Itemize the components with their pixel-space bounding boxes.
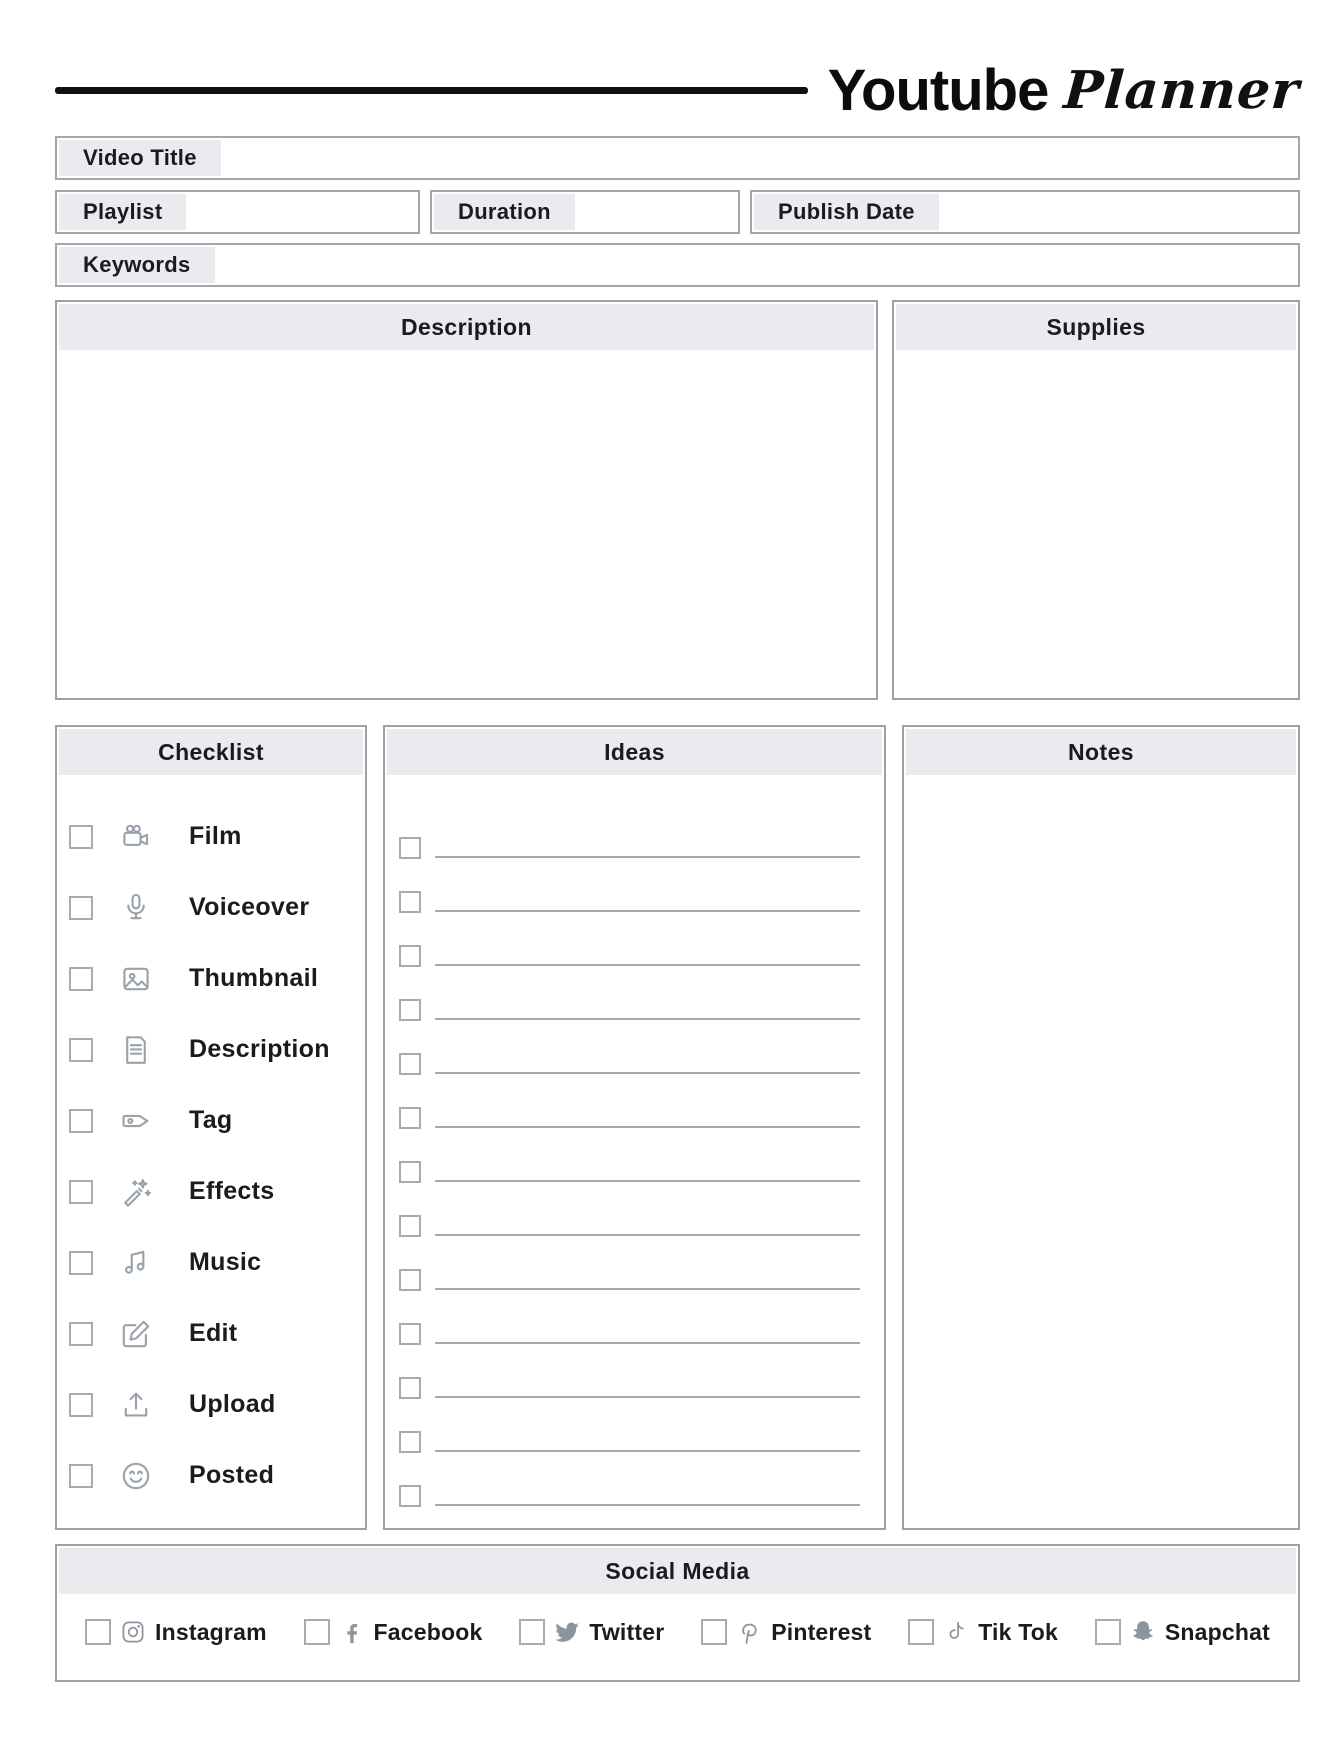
- social-checkbox[interactable]: [519, 1619, 545, 1645]
- checklist-item: [57, 801, 365, 872]
- social-item-label: Instagram: [155, 1618, 267, 1645]
- idea-checkbox[interactable]: [399, 1323, 421, 1345]
- idea-checkbox[interactable]: [399, 1161, 421, 1183]
- idea-write-line[interactable]: [435, 1396, 860, 1398]
- checklist-checkbox[interactable]: [69, 1038, 93, 1062]
- idea-checkbox[interactable]: [399, 999, 421, 1021]
- idea-row: [399, 1399, 864, 1453]
- checklist-checkbox[interactable]: [69, 1393, 93, 1417]
- idea-write-line[interactable]: [435, 964, 860, 966]
- social-media-items: [57, 1618, 1298, 1646]
- ideas-title: Ideas: [387, 729, 882, 775]
- idea-write-line[interactable]: [435, 910, 860, 912]
- publish-date-field: [750, 190, 1300, 234]
- checklist-item: [57, 1369, 365, 1440]
- social-item: [701, 1618, 871, 1646]
- keywords-field: [55, 243, 1300, 287]
- notes-panel: [902, 725, 1300, 1530]
- idea-row: [399, 1129, 864, 1183]
- upload-icon: [117, 1388, 155, 1422]
- social-checkbox[interactable]: [701, 1619, 727, 1645]
- social-media-title: Social Media: [59, 1548, 1296, 1594]
- playlist-label: Playlist: [59, 194, 186, 230]
- idea-write-line[interactable]: [435, 1450, 860, 1452]
- checklist-item-label: Music: [189, 1248, 262, 1276]
- idea-row: [399, 1453, 864, 1507]
- checklist-checkbox[interactable]: [69, 1322, 93, 1346]
- checklist-checkbox[interactable]: [69, 1464, 93, 1488]
- ideas-rows: [385, 775, 884, 1528]
- microphone-icon: [117, 891, 155, 925]
- idea-checkbox[interactable]: [399, 1053, 421, 1075]
- idea-checkbox[interactable]: [399, 1215, 421, 1237]
- social-checkbox[interactable]: [1095, 1619, 1121, 1645]
- checklist-item-label: Voiceover: [189, 893, 310, 921]
- tag-icon: [117, 1104, 155, 1138]
- idea-row: [399, 1021, 864, 1075]
- social-item-label: Facebook: [373, 1618, 483, 1645]
- idea-row: [399, 805, 864, 859]
- pinterest-icon: [735, 1618, 763, 1646]
- idea-write-line[interactable]: [435, 856, 860, 858]
- checklist-item-label: Effects: [189, 1177, 275, 1205]
- social-item-label: Tik Tok: [978, 1618, 1059, 1645]
- duration-field: [430, 190, 740, 234]
- idea-write-line[interactable]: [435, 1018, 860, 1020]
- notes-title: Notes: [906, 729, 1296, 775]
- smiley-icon: [117, 1459, 155, 1493]
- idea-checkbox[interactable]: [399, 945, 421, 967]
- magic-wand-icon: [117, 1175, 155, 1209]
- idea-checkbox[interactable]: [399, 837, 421, 859]
- keywords-label: Keywords: [59, 247, 215, 283]
- social-item-label: Pinterest: [771, 1618, 872, 1645]
- checklist-item: [57, 943, 365, 1014]
- snapchat-icon: [1129, 1618, 1157, 1646]
- idea-write-line[interactable]: [435, 1234, 860, 1236]
- ideas-panel: [383, 725, 886, 1530]
- facebook-icon: [338, 1618, 366, 1646]
- idea-checkbox[interactable]: [399, 1431, 421, 1453]
- social-item: [1095, 1618, 1270, 1646]
- notes-textarea[interactable]: [904, 775, 1298, 1528]
- social-item: [85, 1618, 267, 1646]
- idea-row: [399, 1075, 864, 1129]
- idea-write-line[interactable]: [435, 1126, 860, 1128]
- social-item-label: Twitter: [589, 1618, 665, 1645]
- description-title: Description: [59, 304, 874, 350]
- checklist-title: Checklist: [59, 729, 363, 775]
- social-checkbox[interactable]: [85, 1619, 111, 1645]
- checklist-item-label: Posted: [189, 1461, 275, 1489]
- checklist-item: [57, 1298, 365, 1369]
- checklist-item-label: Edit: [189, 1319, 238, 1347]
- instagram-icon: [119, 1618, 147, 1646]
- brand-subtitle: Planner: [1062, 59, 1303, 121]
- checklist-item: [57, 872, 365, 943]
- description-textarea[interactable]: [57, 350, 876, 698]
- publish-date-label: Publish Date: [754, 194, 939, 230]
- publish-date-input[interactable]: [941, 192, 1298, 232]
- idea-write-line[interactable]: [435, 1288, 860, 1290]
- idea-row: [399, 1291, 864, 1345]
- checklist-item: [57, 1227, 365, 1298]
- idea-row: [399, 1237, 864, 1291]
- social-media-panel: [55, 1544, 1300, 1682]
- checklist-checkbox[interactable]: [69, 896, 93, 920]
- music-note-icon: [117, 1246, 155, 1280]
- idea-checkbox[interactable]: [399, 1269, 421, 1291]
- duration-label: Duration: [434, 194, 575, 230]
- checklist-items: [57, 775, 365, 1528]
- image-icon: [117, 962, 155, 996]
- keywords-input[interactable]: [217, 245, 1298, 285]
- idea-checkbox[interactable]: [399, 1107, 421, 1129]
- checklist-item-label: Description: [189, 1035, 330, 1063]
- social-item: [908, 1618, 1058, 1646]
- brand-title: Youtube: [827, 57, 1049, 123]
- brand-rule: [55, 87, 808, 94]
- checklist-checkbox[interactable]: [69, 967, 93, 991]
- idea-row: [399, 859, 864, 913]
- idea-write-line[interactable]: [435, 1180, 860, 1182]
- social-checkbox[interactable]: [304, 1619, 330, 1645]
- idea-row: [399, 1345, 864, 1399]
- social-item: [519, 1618, 664, 1646]
- idea-checkbox[interactable]: [399, 891, 421, 913]
- checklist-item-label: Upload: [189, 1390, 276, 1418]
- twitter-icon: [553, 1618, 581, 1646]
- film-camera-icon: [117, 820, 155, 854]
- supplies-panel: [892, 300, 1300, 700]
- duration-input[interactable]: [577, 192, 738, 232]
- checklist-item-label: Tag: [189, 1106, 233, 1134]
- brand-header: [55, 50, 1303, 130]
- social-item-label: Snapchat: [1164, 1618, 1270, 1645]
- video-title-label: Video Title: [59, 140, 221, 176]
- idea-row: [399, 1183, 864, 1237]
- checklist-item: [57, 1014, 365, 1085]
- checklist-panel: [55, 725, 367, 1530]
- idea-write-line[interactable]: [435, 1504, 860, 1506]
- checklist-item-label: Film: [189, 822, 242, 850]
- checklist-checkbox[interactable]: [69, 825, 93, 849]
- idea-row: [399, 967, 864, 1021]
- video-title-field: [55, 136, 1300, 180]
- document-icon: [117, 1033, 155, 1067]
- social-checkbox[interactable]: [908, 1619, 934, 1645]
- checklist-item: [57, 1440, 365, 1511]
- idea-write-line[interactable]: [435, 1072, 860, 1074]
- checklist-checkbox[interactable]: [69, 1109, 93, 1133]
- checklist-item: [57, 1156, 365, 1227]
- idea-checkbox[interactable]: [399, 1377, 421, 1399]
- checklist-checkbox[interactable]: [69, 1180, 93, 1204]
- idea-write-line[interactable]: [435, 1342, 860, 1344]
- video-title-input[interactable]: [223, 138, 1298, 178]
- idea-checkbox[interactable]: [399, 1485, 421, 1507]
- edit-pencil-icon: [117, 1317, 155, 1351]
- supplies-title: Supplies: [896, 304, 1296, 350]
- checklist-item: [57, 1085, 365, 1156]
- supplies-textarea[interactable]: [894, 350, 1298, 698]
- playlist-field: [55, 190, 420, 234]
- checklist-checkbox[interactable]: [69, 1251, 93, 1275]
- description-panel: [55, 300, 878, 700]
- checklist-item-label: Thumbnail: [189, 964, 319, 992]
- social-item: [304, 1618, 483, 1646]
- idea-row: [399, 913, 864, 967]
- tiktok-icon: [942, 1618, 970, 1646]
- playlist-input[interactable]: [188, 192, 418, 232]
